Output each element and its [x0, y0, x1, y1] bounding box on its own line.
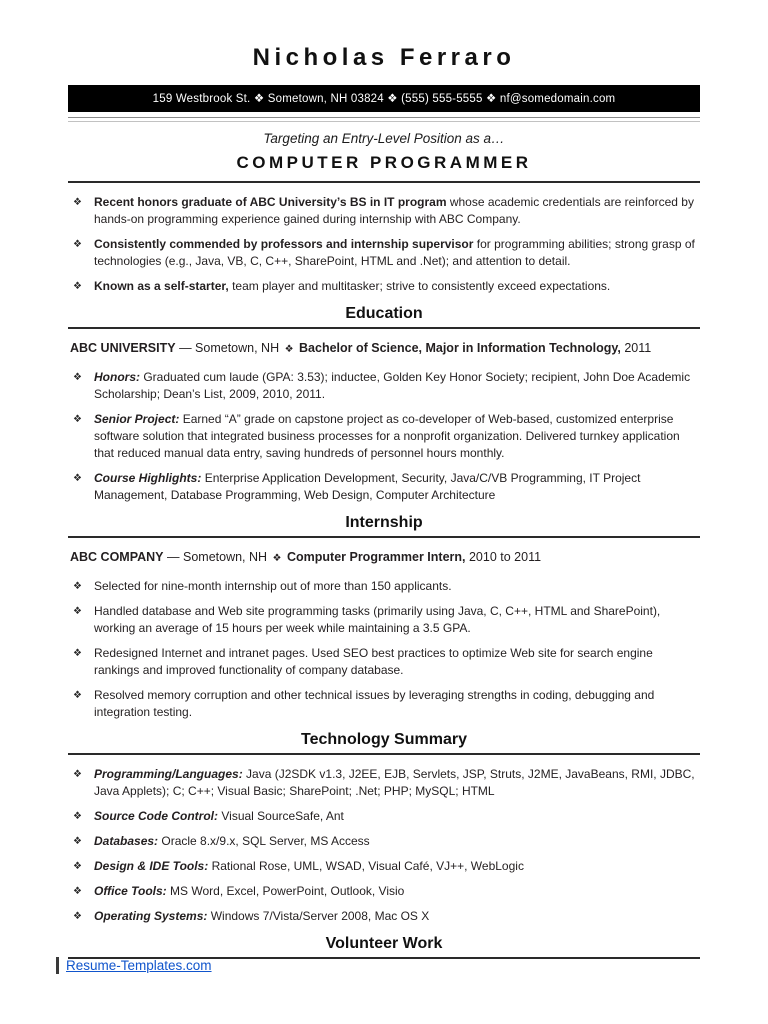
diamond-bullet-icon: ❖ [73, 861, 82, 872]
role-title: Computer Programmer Intern, [286, 550, 466, 564]
summary-list [68, 194, 700, 295]
bullet-lead: Office Tools: [94, 884, 167, 898]
resume-templates-link[interactable]: Resume-Templates.com [66, 958, 212, 973]
vertical-divider [56, 957, 59, 974]
footer-credit [56, 957, 212, 974]
technology-bullet [68, 883, 700, 900]
diamond-bullet-icon: ❖ [73, 811, 82, 822]
header-divider [68, 117, 700, 122]
bullet-text [94, 833, 700, 850]
education-bullet [68, 411, 700, 462]
technology-bullet [68, 908, 700, 925]
job-title-rule [68, 181, 700, 183]
internship-bullet [68, 645, 700, 679]
bullet-lead: Programming/Languages: [94, 767, 243, 781]
diamond-bullet-icon: ❖ [73, 281, 82, 292]
internship-org-line [70, 549, 700, 567]
bullet-text [94, 578, 700, 595]
education-list [68, 369, 700, 504]
bullet-rest: Oracle 8.x/9.x, SQL Server, MS Access [161, 834, 370, 848]
target-job-title: COMPUTER PROGRAMMER [236, 153, 532, 172]
bullet-rest: Java (J2SDK v1.3, J2EE, EJB, Servlets, JSP, Struts, J2ME, JavaBeans, RMI, JDBC, Java Applets); C; C++; Visual Basic; SharePoint; .Net; PHP; MySQL; HTML [94, 767, 695, 798]
diamond-bullet-icon: ❖ [73, 886, 82, 897]
person-name: Nicholas Ferraro [252, 44, 516, 71]
diamond-bullet-icon: ❖ [73, 473, 82, 484]
internship-bullet [68, 687, 700, 721]
diamond-separator-icon: ❖ [272, 553, 282, 564]
bullet-text [94, 645, 700, 679]
section-heading-education: Education [345, 305, 423, 322]
diamond-bullet-icon: ❖ [73, 372, 82, 383]
diamond-bullet-icon: ❖ [73, 239, 82, 250]
degree-year: 2011 [624, 341, 652, 355]
bullet-rest: Resolved memory corruption and other technical issues by leveraging strengths in coding, debugging and integration testing. [94, 688, 655, 719]
bullet-lead: Source Code Control: [94, 809, 219, 823]
bullet-rest: for programming abilities; strong grasp of technologies (e.g., Java, VB, C, C++, SharePoint, HTML and .Net); and attention to detail. [94, 237, 695, 268]
diamond-bullet-icon: ❖ [73, 606, 82, 617]
bullet-lead: Operating Systems: [94, 909, 208, 923]
bullet-lead: Design & IDE Tools: [94, 859, 209, 873]
diamond-separator-icon: ❖ [284, 344, 294, 355]
bullet-text [94, 603, 700, 637]
bullet-lead: Course Highlights: [94, 471, 202, 485]
technology-bullet [68, 808, 700, 825]
technology-bullet [68, 833, 700, 850]
bullet-rest: Redesigned Internet and intranet pages. Used SEO best practices to optimize Web site for search engine rankings and improved functionality of company database. [94, 646, 653, 677]
bullet-text [94, 369, 700, 403]
bullet-rest: Rational Rose, UML, WSAD, Visual Café, VJ++, WebLogic [211, 859, 524, 873]
technology-list [68, 766, 700, 925]
role-dates: 2010 to 2011 [468, 550, 542, 564]
section-heading-volunteer: Volunteer Work [325, 935, 443, 952]
diamond-bullet-icon: ❖ [73, 769, 82, 780]
bullet-rest: MS Word, Excel, PowerPoint, Outlook, Visio [170, 884, 405, 898]
org-name: ABC COMPANY [70, 550, 164, 564]
bullet-text [94, 766, 700, 800]
bullet-rest: Handled database and Web site programming tasks (primarily using Java, C, C++, HTML and SharePoint), working an average of 15 hours per week while maintaining a 3.5 GPA. [94, 604, 661, 635]
bullet-lead: Consistently commended by professors and internship supervisor [94, 237, 474, 251]
org-location: — Sometown, NH [179, 341, 280, 355]
education-bullet [68, 470, 700, 504]
summary-bullet [68, 278, 700, 295]
education-org-line [70, 340, 700, 358]
bullet-text [94, 411, 700, 462]
bullet-text [94, 883, 700, 900]
bullet-lead: Honors: [94, 370, 140, 384]
internship-list [68, 578, 700, 721]
education-bullet [68, 369, 700, 403]
bullet-lead: Known as a self-starter, [94, 279, 229, 293]
diamond-bullet-icon: ❖ [73, 414, 82, 425]
bullet-text [94, 808, 700, 825]
section-rule [68, 753, 700, 755]
bullet-rest: Earned “A” grade on capstone project as co-developer of Web-based, customized enterprise software solution that integrated business processes for a nonprofit organization. Delivered turnkey application that reduced manual data entry, saving hundreds of personnel hours monthly. [94, 412, 680, 460]
technology-bullet [68, 766, 700, 800]
org-location: — Sometown, NH [167, 550, 268, 564]
bullet-text [94, 470, 700, 504]
bullet-text [94, 687, 700, 721]
internship-bullet [68, 578, 700, 595]
diamond-bullet-icon: ❖ [73, 648, 82, 659]
section-rule [68, 536, 700, 538]
section-heading-technology: Technology Summary [301, 731, 467, 748]
summary-bullet [68, 236, 700, 270]
diamond-bullet-icon: ❖ [73, 836, 82, 847]
technology-bullet [68, 858, 700, 875]
bullet-lead: Databases: [94, 834, 159, 848]
section-heading-internship: Internship [345, 514, 423, 531]
bullet-text [94, 236, 700, 270]
bullet-rest: Graduated cum laude (GPA: 3.53); inductee, Golden Key Honor Society; recipient, John Doe Academic Scholarship; Dean’s List, 2009, 2010, 2011. [94, 370, 691, 401]
bullet-rest: team player and multitasker; strive to consistently exceed expectations. [232, 279, 611, 293]
diamond-bullet-icon: ❖ [73, 197, 82, 208]
bullet-text [94, 194, 700, 228]
bullet-lead: Recent honors graduate of ABC University’s BS in IT program [94, 195, 447, 209]
bullet-rest: Windows 7/Vista/Server 2008, Mac OS X [210, 909, 430, 923]
bullet-text [94, 858, 700, 875]
degree-title: Bachelor of Science, Major in Information Technology, [299, 341, 621, 355]
org-name: ABC UNIVERSITY [70, 341, 176, 355]
contact-bar: 159 Westbrook St. ❖ Sometown, NH 03824 ❖ (555) 555-5555 ❖ nf@somedomain.com [68, 85, 700, 112]
summary-bullet [68, 194, 700, 228]
bullet-text [94, 278, 700, 295]
bullet-rest: Visual SourceSafe, Ant [221, 809, 344, 823]
section-rule [68, 327, 700, 329]
bullet-rest: Enterprise Application Development, Security, Java/C/VB Programming, IT Project Management, Database Programming, Web Design, Computer Architecture [94, 471, 641, 502]
bullet-rest: Selected for nine-month internship out of more than 150 applicants. [94, 579, 452, 593]
diamond-bullet-icon: ❖ [73, 581, 82, 592]
bullet-rest: whose academic credentials are reinforced by hands-on programming experience gained during internship with ABC Company. [94, 195, 694, 226]
tagline: Targeting an Entry-Level Position as a… [263, 131, 505, 146]
diamond-bullet-icon: ❖ [73, 911, 82, 922]
diamond-bullet-icon: ❖ [73, 690, 82, 701]
bullet-lead: Senior Project: [94, 412, 180, 426]
internship-bullet [68, 603, 700, 637]
bullet-text [94, 908, 700, 925]
